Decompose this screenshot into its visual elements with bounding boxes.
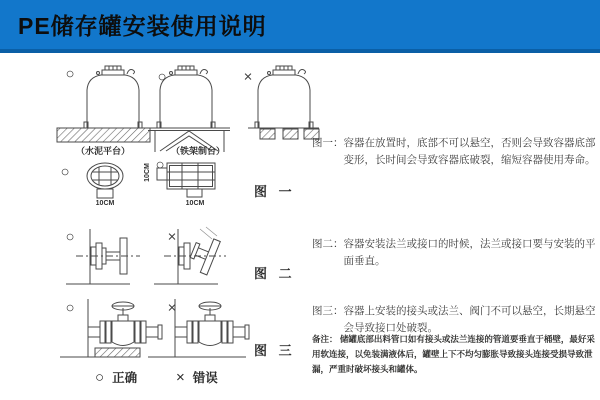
note-remark-text: 储罐底部出料管口如有接头或法兰连接的管道要垂直于桶壁，最好采用软连接，以免装满液体后，罐壁上下不均匀膨胀导致接头连接受损导致泄漏，严重时破坏接头和罐体。 <box>312 334 595 374</box>
flange-perpendicular-icon <box>66 229 140 284</box>
note-fig3-label: 图三： <box>312 305 344 317</box>
fig1-topview1-correct-mark: ○ <box>60 163 70 181</box>
fig2-correct-mark: ○ <box>65 228 75 246</box>
cement-platform-label: （水泥平台） <box>75 146 131 156</box>
fig1-tank3-wrong-mark: × <box>243 68 253 86</box>
note-fig2-text: 容器安装法兰或接口的时候，法兰或接口要与安装的平面垂直。 <box>343 238 596 267</box>
fig1-tank1-correct-mark: ○ <box>65 65 75 83</box>
legend-wrong-label: 错误 <box>192 371 218 385</box>
fig3-wrong-mark: × <box>167 299 177 317</box>
wrong-cross-icon: × <box>176 368 185 386</box>
figure2-caption: 图 二 <box>254 266 296 281</box>
round-base-top-view-icon <box>87 163 123 198</box>
note-fig1-text: 容器在放置时，底部不可以悬空，否则会导致容器底部变形，长时间会导致容器底破裂，缩短容器使用寿命。 <box>343 137 596 166</box>
dim-rect-left: 10CM <box>143 163 151 182</box>
tank-on-spaced-blocks-icon <box>248 66 319 139</box>
legend-correct-label: 正确 <box>112 371 138 385</box>
fig2-wrong-mark: × <box>167 228 177 246</box>
note-fig2-label: 图二： <box>312 238 344 250</box>
figure3-caption: 图 三 <box>254 343 296 358</box>
figure1-caption: 图 一 <box>254 184 296 199</box>
dim-rect-bottom: 10CM <box>185 200 205 207</box>
flange-tilted-icon <box>154 227 226 284</box>
valve-supported-icon <box>60 299 162 357</box>
diagram-area <box>48 55 320 400</box>
fig1-topview2-correct-mark: ○ <box>155 156 165 174</box>
header-bar <box>0 0 600 53</box>
legend-wrong <box>176 368 218 386</box>
note-fig2 <box>312 236 598 270</box>
valve-unsupported-icon <box>148 299 249 357</box>
correct-circle-icon: ○ <box>95 368 105 386</box>
legend-correct <box>95 368 137 386</box>
dim-circle-bottom: 10CM <box>95 200 115 207</box>
note-fig1-label: 图一： <box>312 137 344 149</box>
page-title: PE储存罐安装使用说明 <box>18 13 267 39</box>
note-remark <box>312 332 598 377</box>
note-remark-label: 备注： <box>312 334 338 344</box>
iron-frame-platform-label: （铁架制台） <box>170 146 226 156</box>
note-fig1 <box>312 135 598 169</box>
square-base-top-view-icon <box>157 163 215 197</box>
fig1-tank2-correct-mark: ○ <box>157 68 167 86</box>
fig3-correct-mark: ○ <box>65 299 75 317</box>
note-fig3-text: 容器上安装的接头或法兰、阀门不可以悬空，长期悬空会导致接口处破裂。 <box>343 305 596 334</box>
